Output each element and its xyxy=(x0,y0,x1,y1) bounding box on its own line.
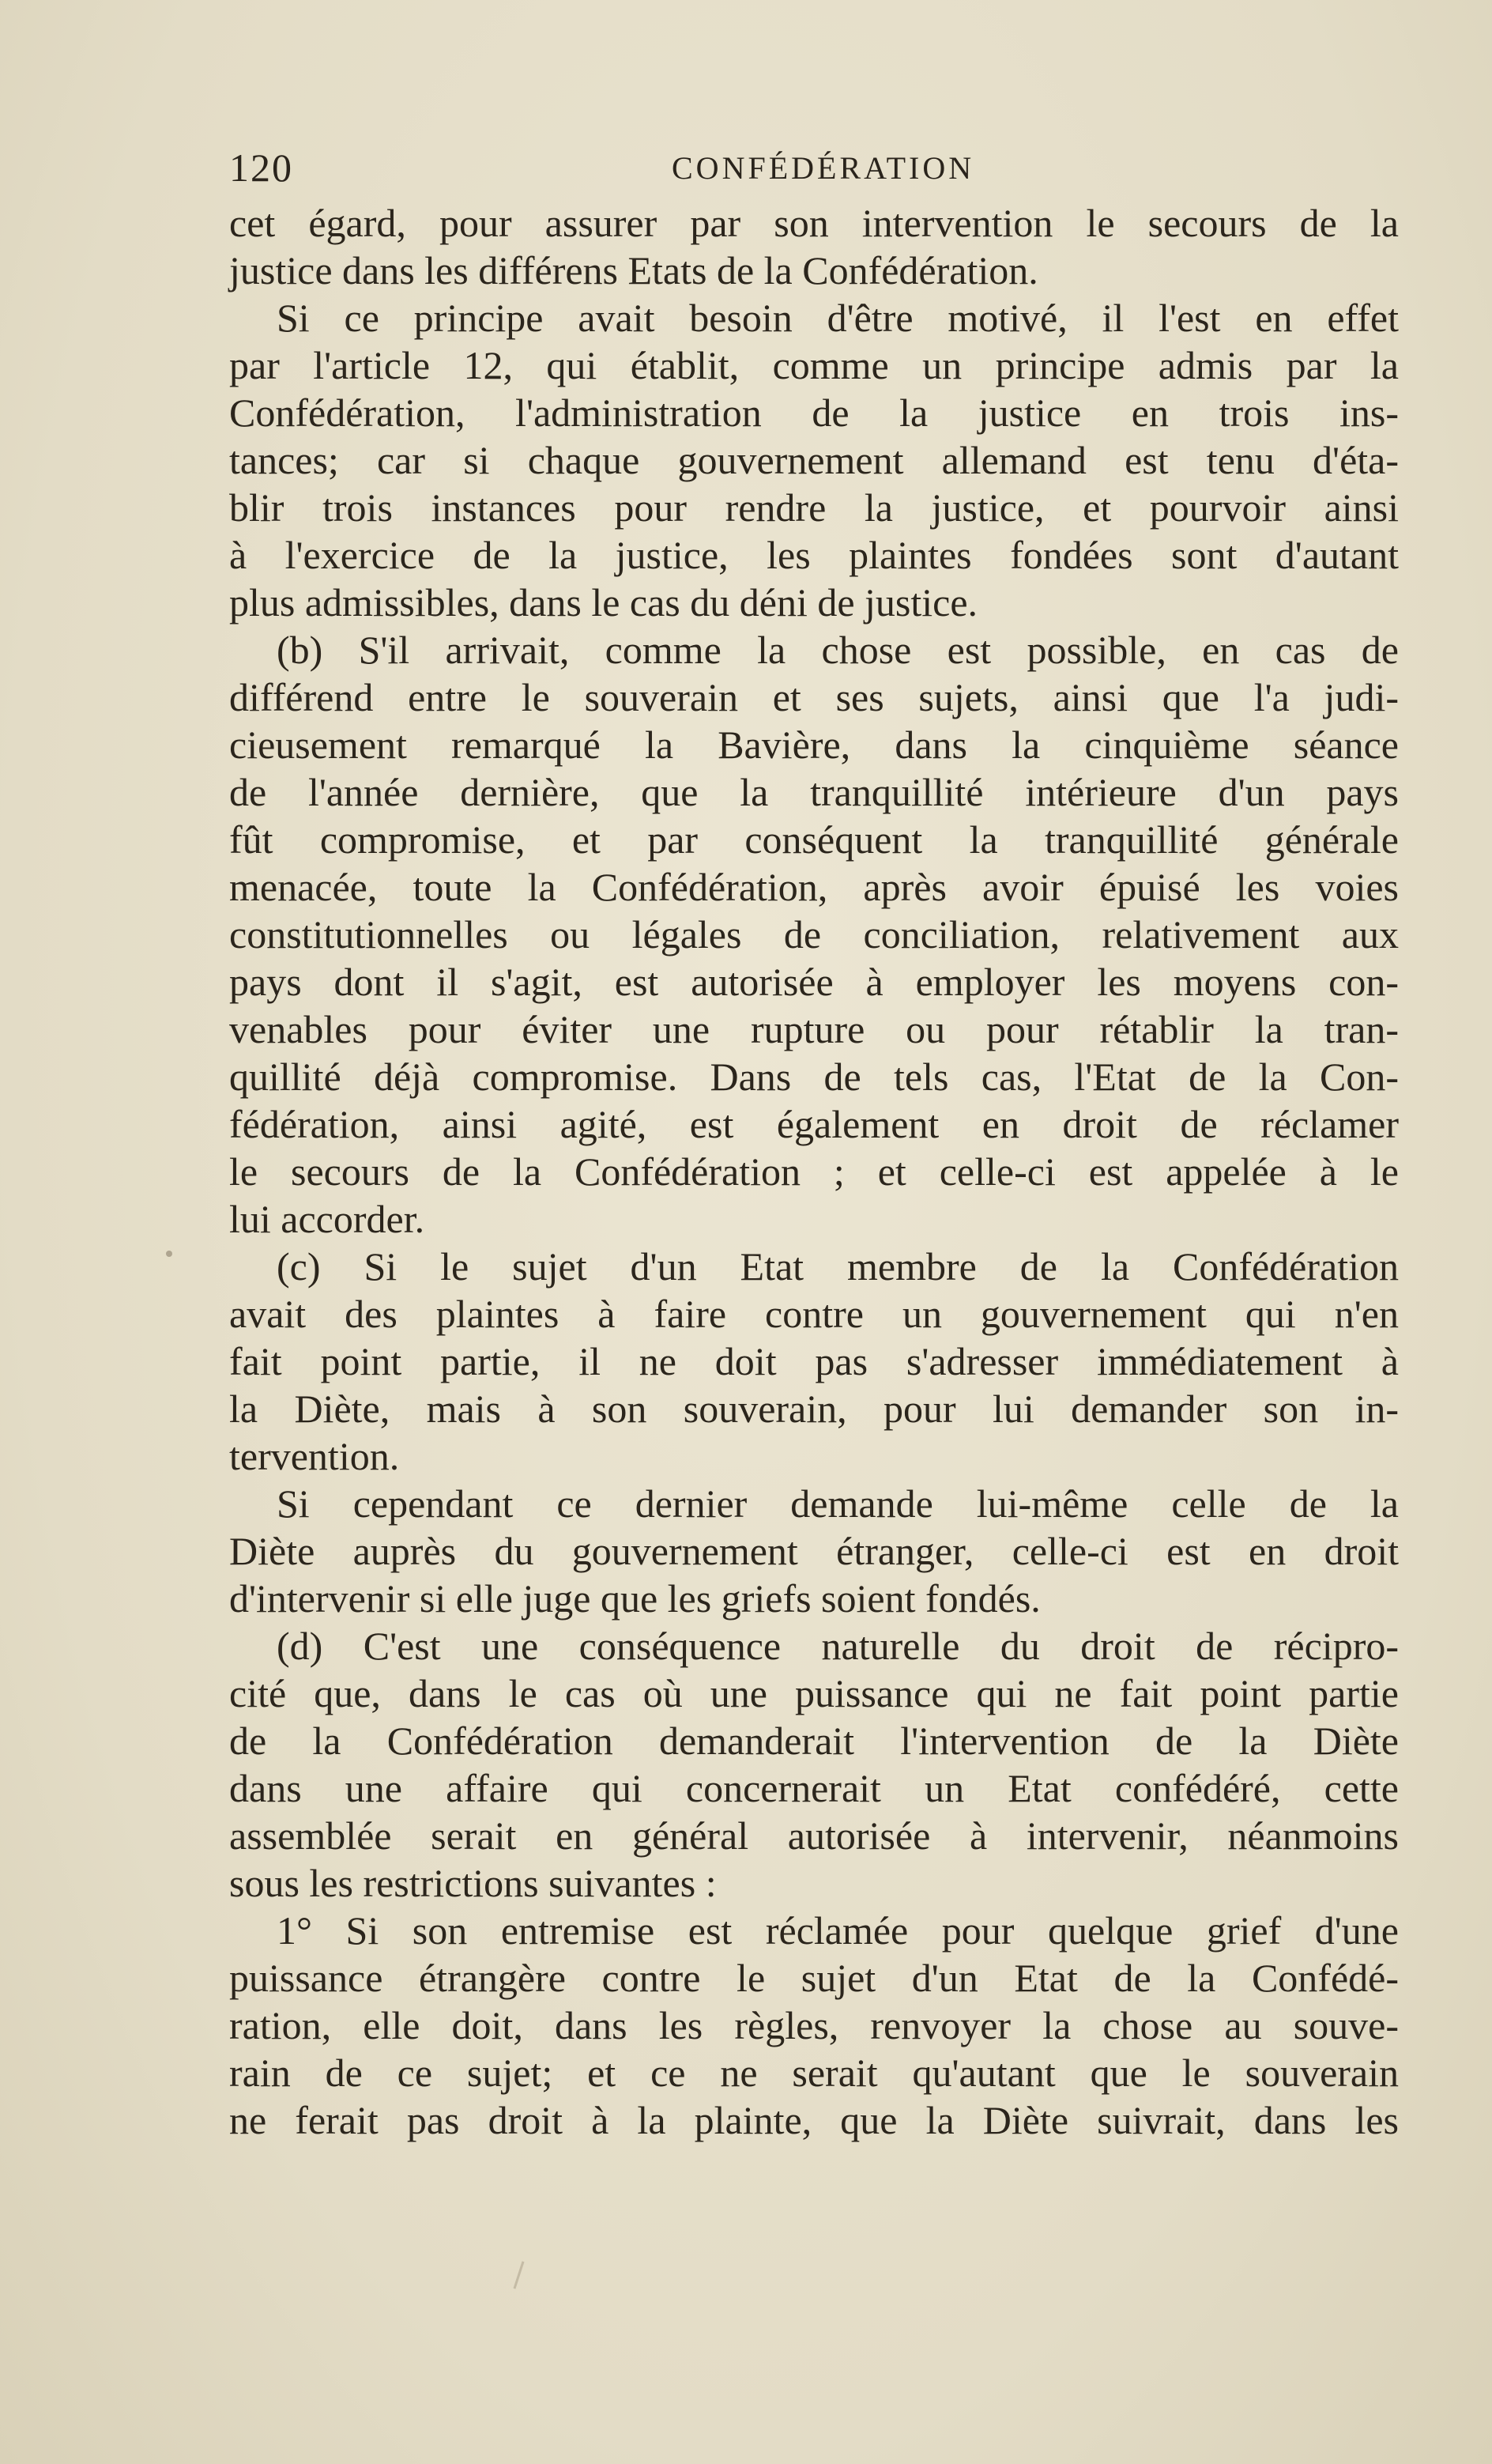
text-line: rain de ce sujet; et ce ne serait qu'autant que le souverain xyxy=(229,2051,1399,2095)
text-line: (c) Si le sujet d'un Etat membre de la Confédération xyxy=(277,1244,1399,1289)
running-title: CONFÉDÉRATION xyxy=(672,150,975,186)
text-line: cité que, dans le cas où une puissance qui ne fait point partie xyxy=(229,1671,1399,1715)
text-line: justice dans les différens Etats de la Confédération. xyxy=(229,248,1038,292)
text-line: dans une affaire qui concernerait un Etat confédéré, cette xyxy=(229,1766,1399,1810)
text-line: de l'année dernière, que la tranquillité intérieure d'un pays xyxy=(229,770,1399,814)
text-line: blir trois instances pour rendre la justice, et pourvoir ainsi xyxy=(229,485,1399,530)
text-line: Si ce principe avait besoin d'être motivé, il l'est en effet xyxy=(277,296,1399,340)
text-line: tervention. xyxy=(229,1434,400,1478)
text-line: fait point partie, il ne doit pas s'adresser immédiatement à xyxy=(229,1339,1399,1383)
body-text xyxy=(229,199,1399,2144)
text-line: cieusement remarqué la Bavière, dans la cinquième séance xyxy=(229,723,1399,767)
text-line: d'intervenir si elle juge que les griefs soient fondés. xyxy=(229,1576,1041,1621)
text-line: fédération, ainsi agité, est également en droit de réclamer xyxy=(229,1102,1399,1146)
text-line: (d) C'est une conséquence naturelle du droit de récipro- xyxy=(277,1624,1399,1668)
text-line: (b) S'il arrivait, comme la chose est possible, en cas de xyxy=(277,628,1399,672)
text-line: avait des plaintes à faire contre un gouvernement qui n'en xyxy=(229,1292,1399,1336)
text-line: assemblée serait en général autorisée à intervenir, néanmoins xyxy=(229,1813,1399,1858)
text-line: puissance étrangère contre le sujet d'un Etat de la Confédé- xyxy=(229,1956,1399,2000)
text-line: lui accorder. xyxy=(229,1197,425,1241)
text-line: pays dont il s'agit, est autorisée à employer les moyens con- xyxy=(229,960,1399,1004)
running-head xyxy=(229,138,1399,194)
text-line: à l'exercice de la justice, les plaintes fondées sont d'autant xyxy=(229,533,1399,577)
page-number: 120 xyxy=(229,145,293,190)
text-line: tances; car si chaque gouvernement allemand est tenu d'éta- xyxy=(229,438,1399,482)
text-line: Confédération, l'administration de la justice en trois ins- xyxy=(229,391,1399,435)
text-line: Si cependant ce dernier demande lui-même celle de la xyxy=(277,1481,1399,1526)
text-line: par l'article 12, qui établit, comme un principe admis par la xyxy=(229,343,1399,387)
text-line: cet égard, pour assurer par son intervention le secours de la xyxy=(229,201,1399,245)
text-line: fût compromise, et par conséquent la tranquillité générale xyxy=(229,817,1399,862)
text-line: Diète auprès du gouvernement étranger, celle-ci est en droit xyxy=(229,1529,1399,1573)
text-line: le secours de la Confédération ; et celle-ci est appelée à le xyxy=(229,1149,1399,1194)
text-line: sous les restrictions suivantes : xyxy=(229,1861,717,1905)
text-line: quillité déjà compromise. Dans de tels cas, l'Etat de la Con- xyxy=(229,1055,1399,1099)
text-line: la Diète, mais à son souverain, pour lui demander son in- xyxy=(229,1387,1399,1431)
paper-stain xyxy=(166,1251,172,1257)
text-line: de la Confédération demanderait l'intervention de la Diète xyxy=(229,1719,1399,1763)
paper-mark xyxy=(514,2261,525,2289)
text-line: venables pour éviter une rupture ou pour rétablir la tran- xyxy=(229,1007,1399,1051)
text-line: constitutionnelles ou légales de conciliation, relativement aux xyxy=(229,912,1399,957)
text-line: ration, elle doit, dans les règles, renvoyer la chose au souve- xyxy=(229,2003,1399,2047)
text-line: menacée, toute la Confédération, après avoir épuisé les voies xyxy=(229,865,1399,909)
text-line: différend entre le souverain et ses sujets, ainsi que l'a judi- xyxy=(229,675,1399,719)
text-line: ne ferait pas droit à la plainte, que la Diète suivrait, dans les xyxy=(229,2098,1399,2142)
text-line: 1° Si son entremise est réclamée pour quelque grief d'une xyxy=(277,1908,1399,1953)
text-line: plus admissibles, dans le cas du déni de justice. xyxy=(229,580,978,624)
